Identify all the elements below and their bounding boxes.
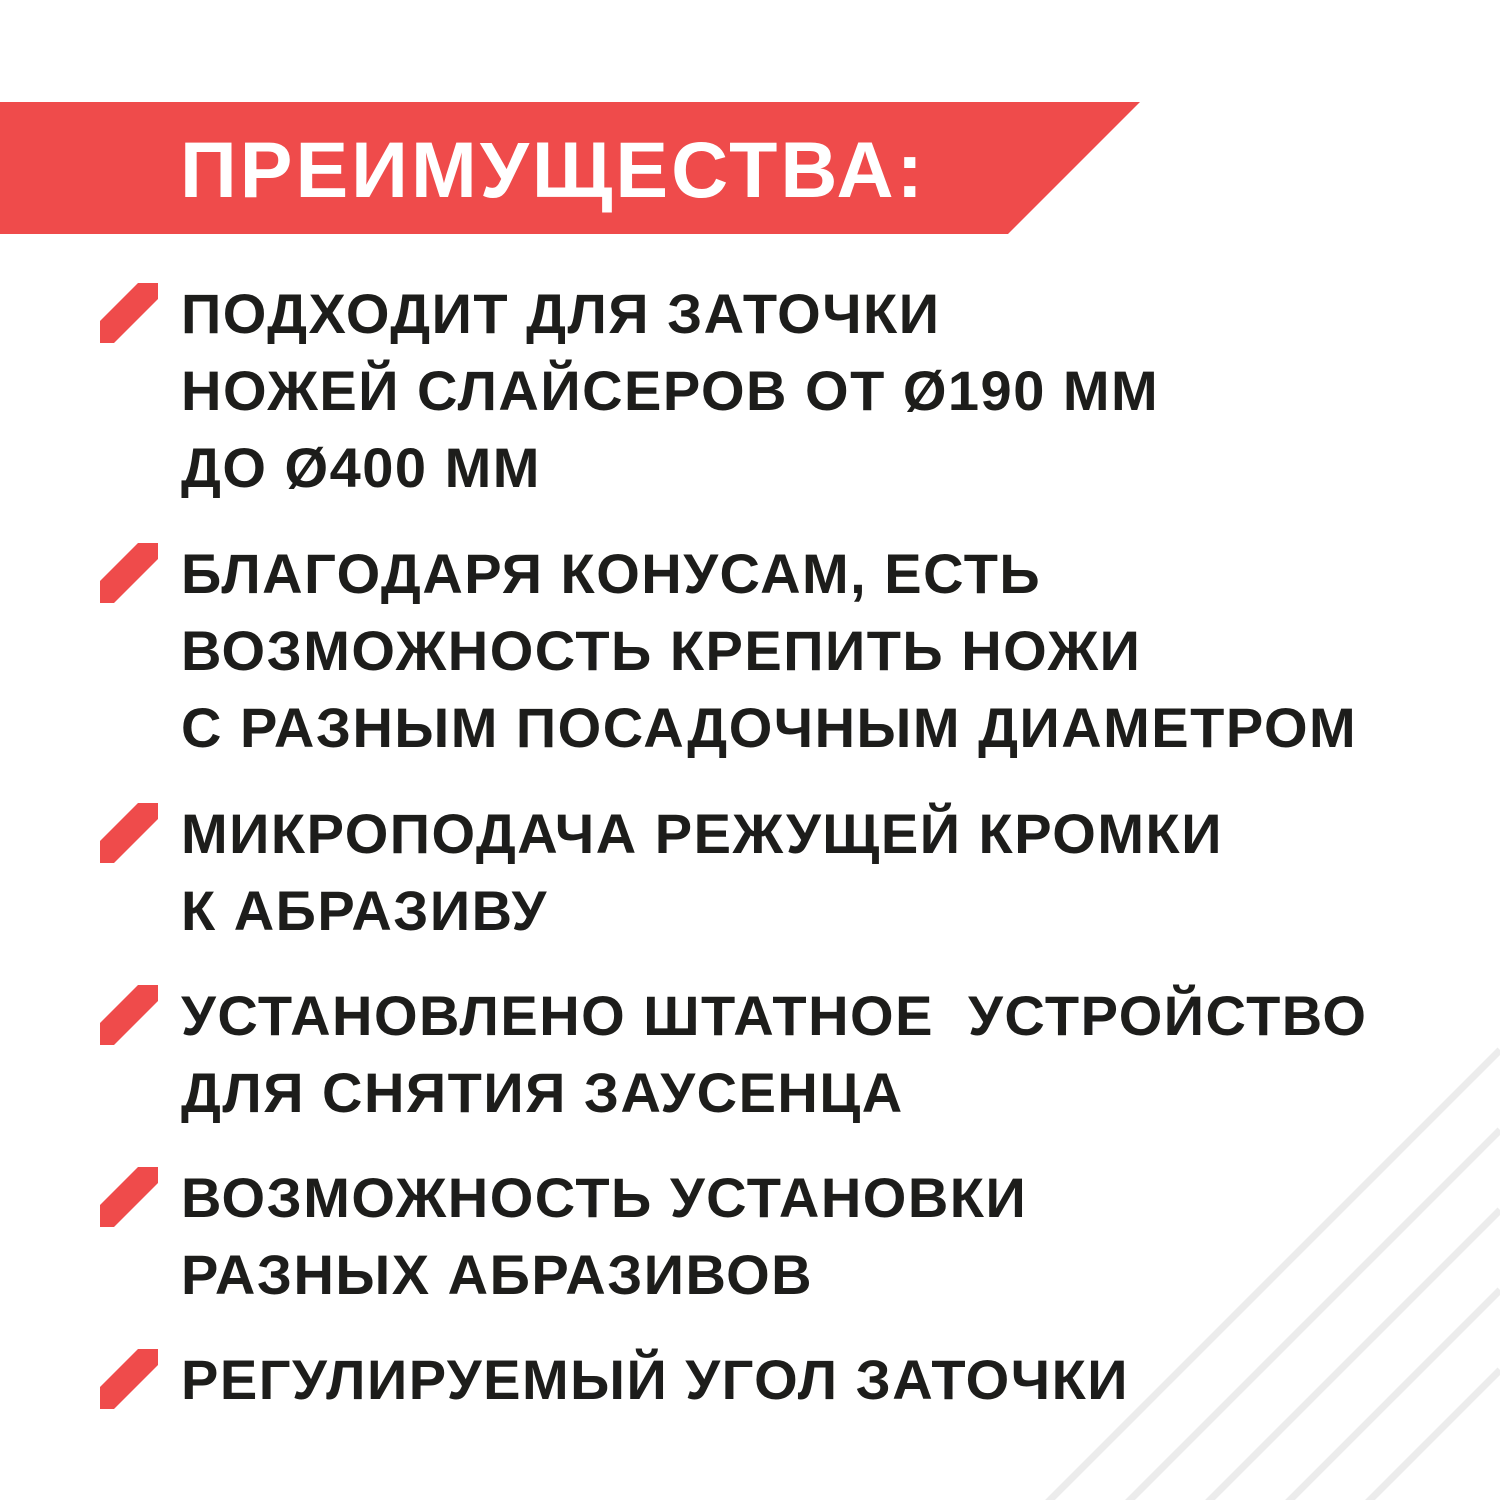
list-item-text: РЕГУЛИРУЕМЫЙ УГОЛ ЗАТОЧКИ [181, 1348, 1130, 1411]
list-item-text: УСТАНОВЛЕНО ШТАТНОЕ УСТРОЙСТВО ДЛЯ СНЯТИЯ ЗАУСЕНЦА [181, 984, 1368, 1124]
red-slash-bullet-icon [100, 543, 160, 603]
list-item-text: МИКРОПОДАЧА РЕЖУЩЕЙ КРОМКИ К АБРАЗИВУ [181, 802, 1223, 942]
list-item-text: ПОДХОДИТ ДЛЯ ЗАТОЧКИ НОЖЕЙ СЛАЙСЕРОВ ОТ Ø190 ММ ДО Ø400 ММ [181, 282, 1160, 499]
stripe-line [1110, 1130, 1500, 1500]
red-slash-bullet-icon [100, 803, 160, 863]
list-item-text: ВОЗМОЖНОСТЬ УСТАНОВКИ РАЗНЫХ АБРАЗИВОВ [181, 1166, 1028, 1306]
red-slash-bullet-icon [100, 1167, 160, 1227]
page-title: ПРЕИМУЩЕСТВА: [180, 125, 926, 214]
header-banner [0, 102, 1140, 234]
list-item-text: БЛАГОДАРЯ КОНУСАМ, ЕСТЬ ВОЗМОЖНОСТЬ КРЕПИТЬ НОЖИ С РАЗНЫМ ПОСАДОЧНЫМ ДИАМЕТРОМ [181, 542, 1358, 759]
red-slash-bullet-icon [100, 1349, 160, 1409]
red-slash-bullet-icon [100, 283, 160, 343]
stripe-line [1190, 1210, 1500, 1500]
stripe-line [1350, 1370, 1500, 1500]
red-slash-bullet-icon [100, 985, 160, 1045]
stripe-line [1270, 1290, 1500, 1500]
